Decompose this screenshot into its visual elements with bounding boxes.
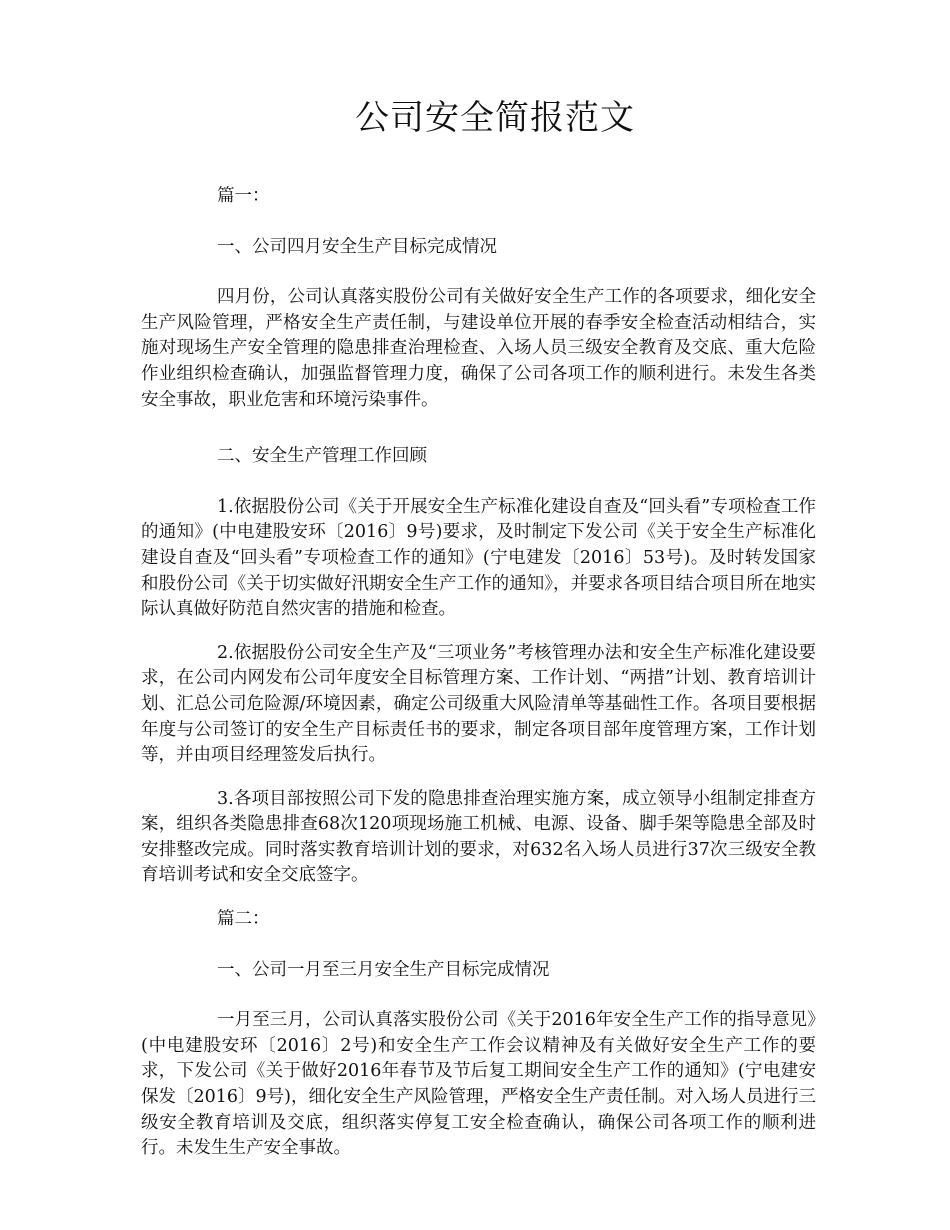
document-body (141, 184, 816, 1180)
section-heading-april-targets: 一、公司四月安全生产目标完成情况 (217, 236, 497, 257)
section-heading-part-two: 篇二： (217, 909, 270, 930)
section-heading-q1-targets: 一、公司一月至三月安全生产目标完成情况 (217, 959, 550, 980)
document-title: 公司安全简报范文 (355, 98, 635, 138)
section-heading-part-one: 篇一： (217, 186, 270, 206)
paragraph-april-summary: 四月份，公司认真落实股份公司有关做好安全生产工作的各项要求，细化安全生产风险管理，严格安全生产责任制，与建设单位开展的春季安全检查活动相结合，实施对现场生产安全管理的隐患排查治理检查、入场人员三级安全教育及交底、重大危险作业组织检查确认，加强监督管理力度，确保了公司各项工作的顺利进行。未发生各类安全事故，职业危害和环境污染事件。 (141, 287, 816, 410)
paragraph-review-item-3: 3.各项目部按照公司下发的隐患排查治理实施方案，成立领导小组制定排查方案，组织各类隐患排查68次120项现场施工机械、电源、设备、脚手架等隐患全部及时安排整改完成。同时落实教育培训计划的要求，对632名入场人员进行37次三级安全教育培训考试和安全交底签字。 (141, 788, 816, 886)
paragraph-review-item-1: 1.依据股份公司《关于开展安全生产标准化建设自查及“回头看”专项检查工作的通知》(中电建股安环〔2016〕9号)要求，及时制定下发公司《关于安全生产标准化建设自查及“回头看”专项检查工作的通知》(宁电建发〔2016〕53号)。及时转发国家和股份公司《关于切实做好汛期安全生产工作的通知》，并要求各项目结合项目所在地实际认真做好防范自然灾害的措施和检查。 (141, 496, 816, 620)
section-heading-management-review: 二、安全生产管理工作回顾 (217, 446, 427, 467)
paragraph-review-item-2: 2.依据股份公司安全生产及“三项业务”考核管理办法和安全生产标准化建设要求，在公司内网发布公司年度安全目标管理方案、工作计划、“两措”计划、教育培训计划、汇总公司危险源/环境因素，确定公司级重大风险清单等基础性工作。各项目要根据年度与公司签订的安全生产目标责任书的要求，制定各项目部年度管理方案，工作计划等，并由项目经理签发后执行。 (141, 642, 816, 766)
paragraph-q1-summary: 一月至三月，公司认真落实股份公司《关于2016年安全生产工作的指导意见》(中电建股安环〔2016〕2号)和安全生产工作会议精神及有关做好安全生产工作的要求，下发公司《关于做好2016年春节及节后复工期间安全生产工作的通知》(宁电建安保发〔2016〕9号)，细化安全生产风险管理，严格安全生产责任制。对入场人员进行三级安全教育培训及交底，组织落实停复工安全检查确认，确保公司各项工作的顺利进行。未发生生产安全事故。 (141, 1010, 816, 1159)
